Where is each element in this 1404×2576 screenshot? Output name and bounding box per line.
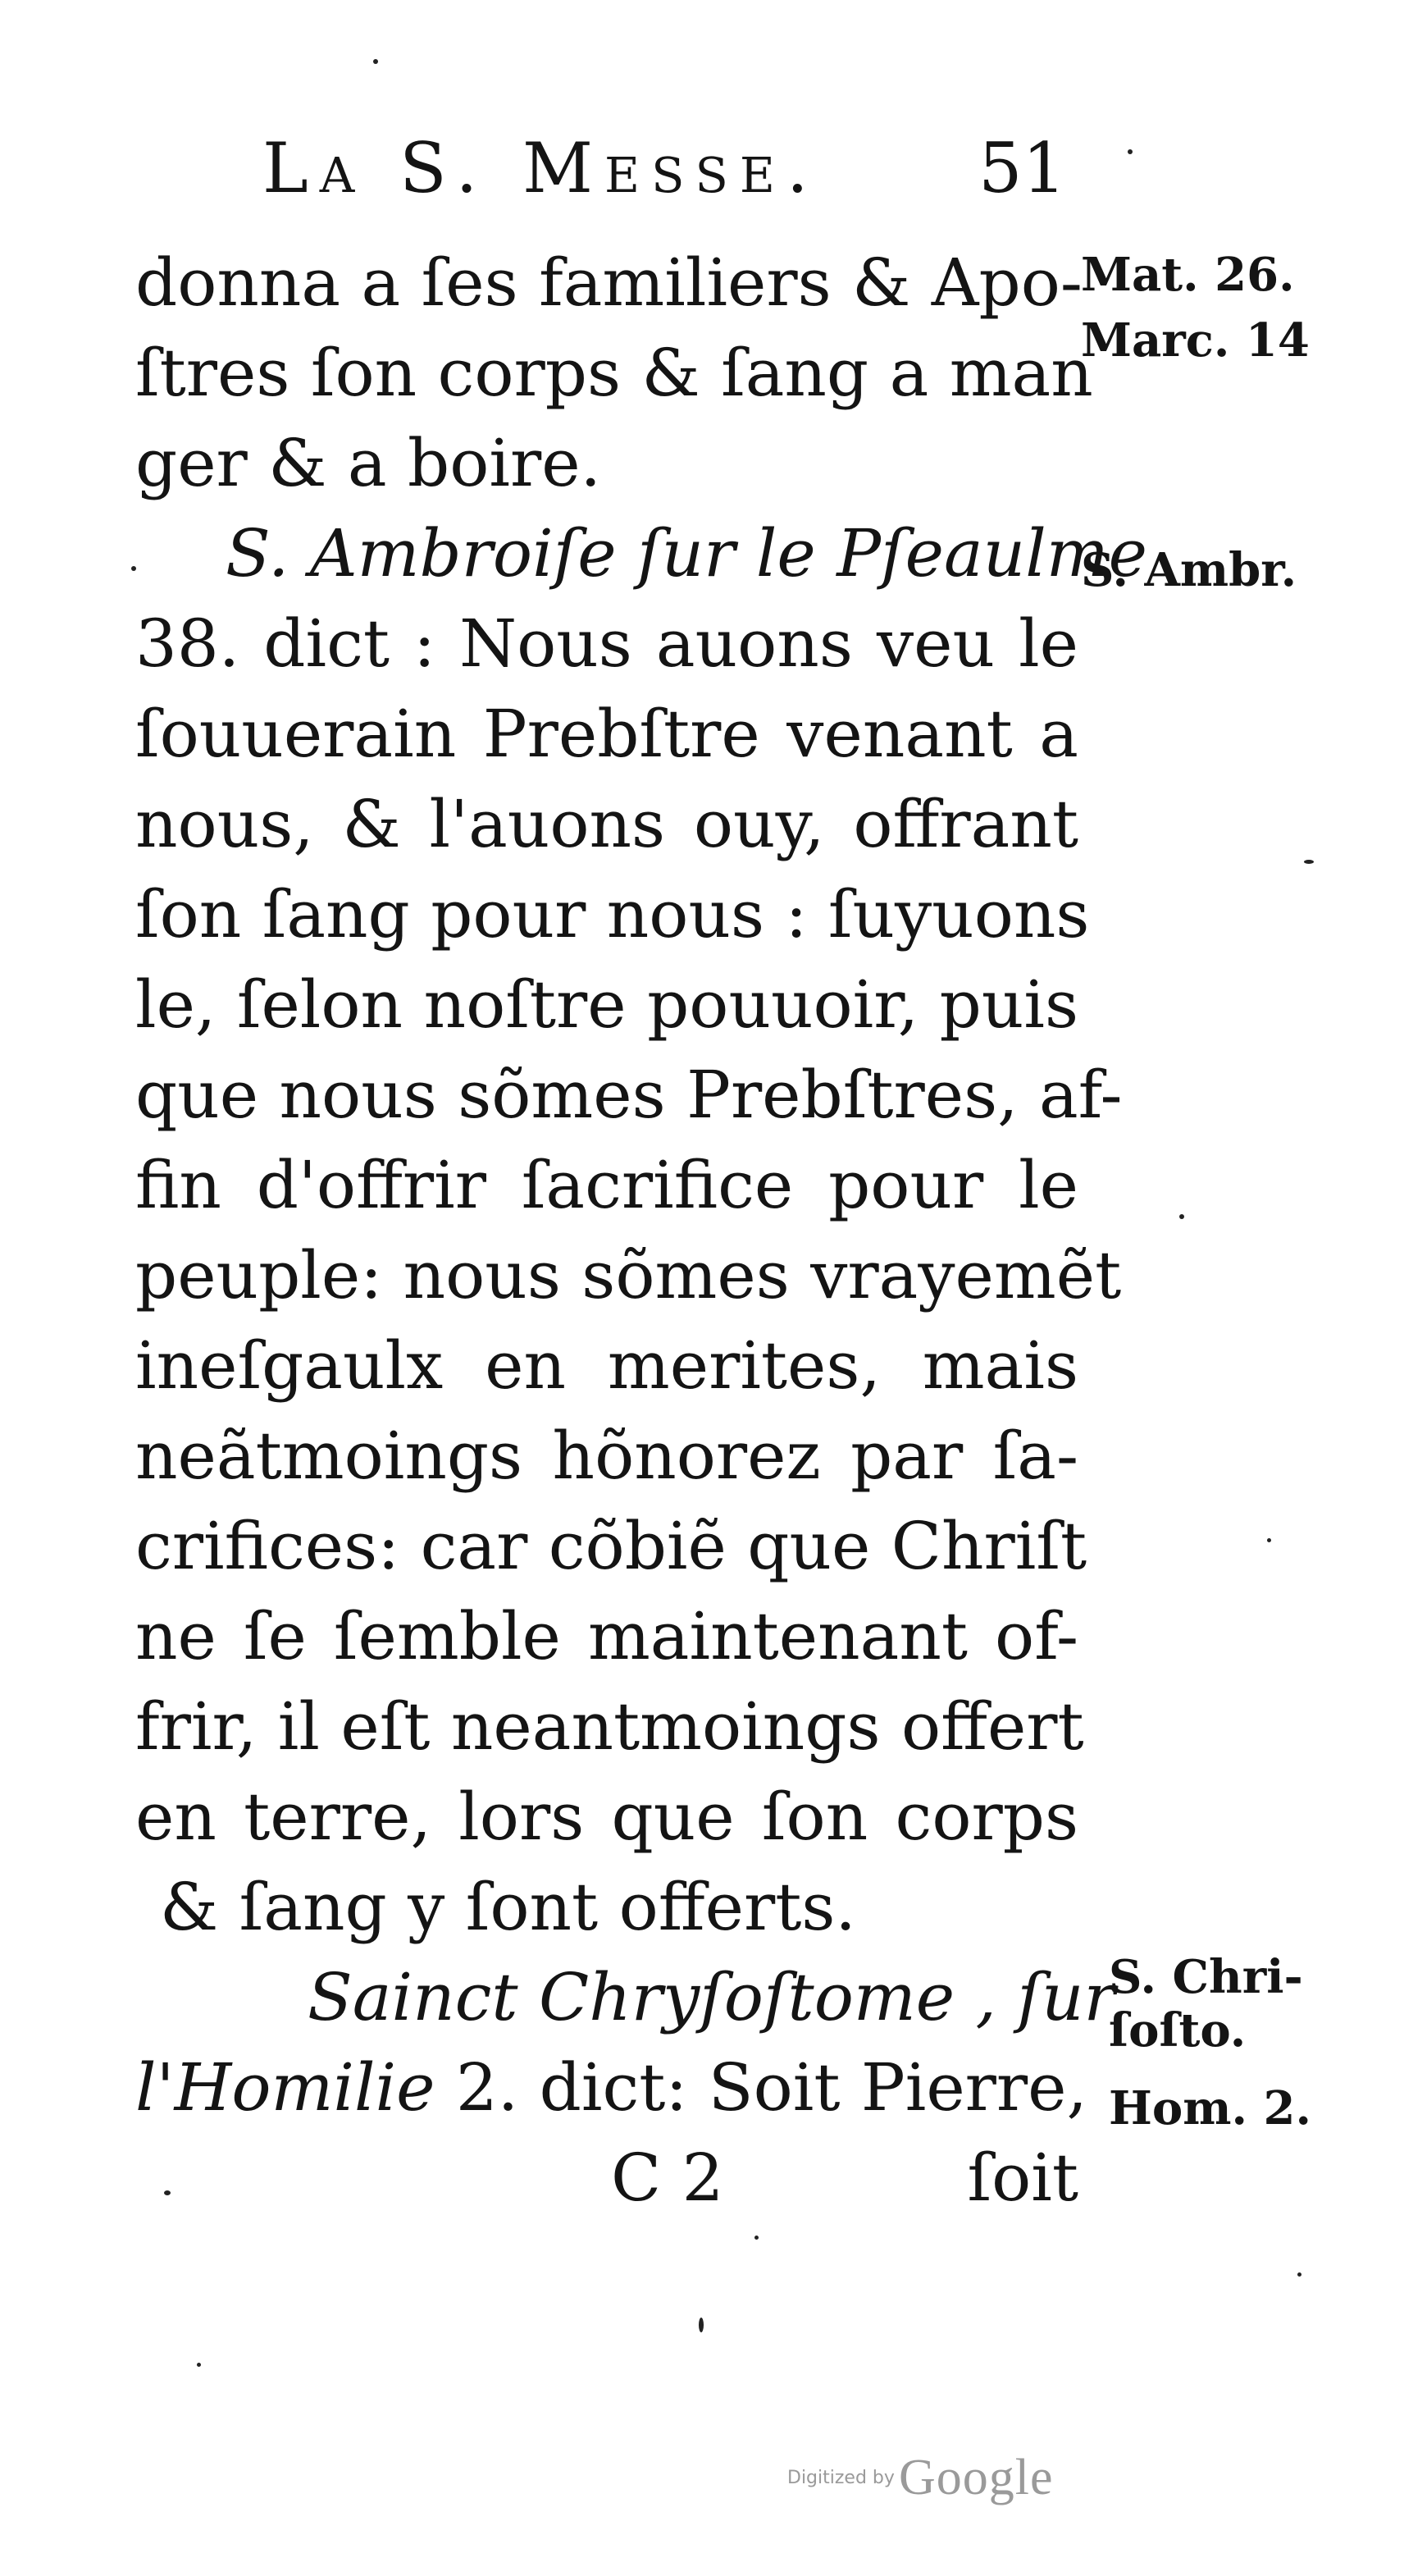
text-line-7: nous, & l'auons ouy, offrant xyxy=(135,786,1078,862)
watermark-prefix: Digitized by xyxy=(787,2468,895,2488)
print-speck xyxy=(1297,2272,1301,2277)
text-line-3: ger & a boire. xyxy=(135,425,601,501)
print-speck xyxy=(131,566,136,571)
text-line-21 xyxy=(135,2043,1087,2133)
print-speck xyxy=(197,2363,201,2367)
text-line-19: & ſang y ſont offerts. xyxy=(160,1869,856,1945)
text-line-5: 38. dict : Nous auons veu le xyxy=(135,605,1078,682)
catchword: ſoit xyxy=(967,2140,1078,2216)
text-line-17: frir, il eſt neantmoings offert xyxy=(135,1688,1084,1765)
page-footer xyxy=(135,2133,1078,2223)
text-line-9: le, ſelon noſtre pouuoir, puis xyxy=(135,966,1078,1043)
text-line-14: neãtmoings hõnorez par ſa- xyxy=(135,1418,1078,1494)
print-speck xyxy=(1304,860,1314,864)
text-line-8: ſon ſang pour nous : ſuyuons xyxy=(135,876,1090,952)
running-title: La S. Messe. xyxy=(262,128,820,208)
text-line-13: ineſgaulx en merites, mais xyxy=(135,1327,1078,1404)
text-line-4: S. Ambroiſe ſur le Pſeaulme xyxy=(226,515,1147,591)
body-text xyxy=(135,238,1147,2133)
google-logo: Google xyxy=(899,2450,1054,2505)
running-header xyxy=(262,123,1066,213)
page-number: 51 xyxy=(978,128,1066,208)
text-line-21-italic: l'Homilie xyxy=(135,2049,435,2126)
text-line-6: ſouuerain Prebſtre venant a xyxy=(135,696,1078,772)
text-line-20: Sainct Chryſoſtome , ſur xyxy=(308,1959,1115,2035)
text-line-16: ne ſe ſemble maintenant of- xyxy=(135,1598,1078,1674)
margin-note-mat: Mat. 26. xyxy=(1081,248,1295,302)
print-speck xyxy=(699,2318,704,2332)
margin-note-chri-3: Hom. 2. xyxy=(1109,2081,1311,2135)
margin-note-chri-2: ſoſto. xyxy=(1109,2003,1247,2058)
signature-mark: C 2 xyxy=(611,2140,724,2216)
text-line-1: donna a ſes familiers & Apo- xyxy=(135,244,1083,321)
print-speck xyxy=(754,2236,759,2240)
text-line-12: peuple: nous sõmes vrayemẽt xyxy=(135,1237,1122,1313)
text-line-18: en terre, lors que ſon corps xyxy=(135,1779,1078,1855)
margin-note-chri-1: S. Chri- xyxy=(1109,1950,1303,2004)
text-line-15: crifices: car cõbiẽ que Chriſt xyxy=(135,1508,1087,1584)
print-speck xyxy=(1267,1538,1271,1542)
print-speck xyxy=(1179,1214,1184,1219)
print-speck xyxy=(373,59,378,64)
text-line-11: fin d'offrir ſacrifice pour le xyxy=(135,1147,1078,1223)
text-line-10: que nous sõmes Prebſtres, af- xyxy=(135,1057,1123,1133)
print-speck xyxy=(164,2190,171,2195)
text-line-21-roman: 2. dict: Soit Pierre, xyxy=(435,2049,1087,2126)
margin-note-marc: Marc. 14 xyxy=(1081,313,1310,368)
margin-note-ambr: S. Ambr. xyxy=(1081,543,1297,597)
text-line-2: ſtres ſon corps & ſang a man xyxy=(135,335,1093,411)
print-speck xyxy=(1128,149,1133,154)
digitized-watermark xyxy=(787,2449,1054,2507)
